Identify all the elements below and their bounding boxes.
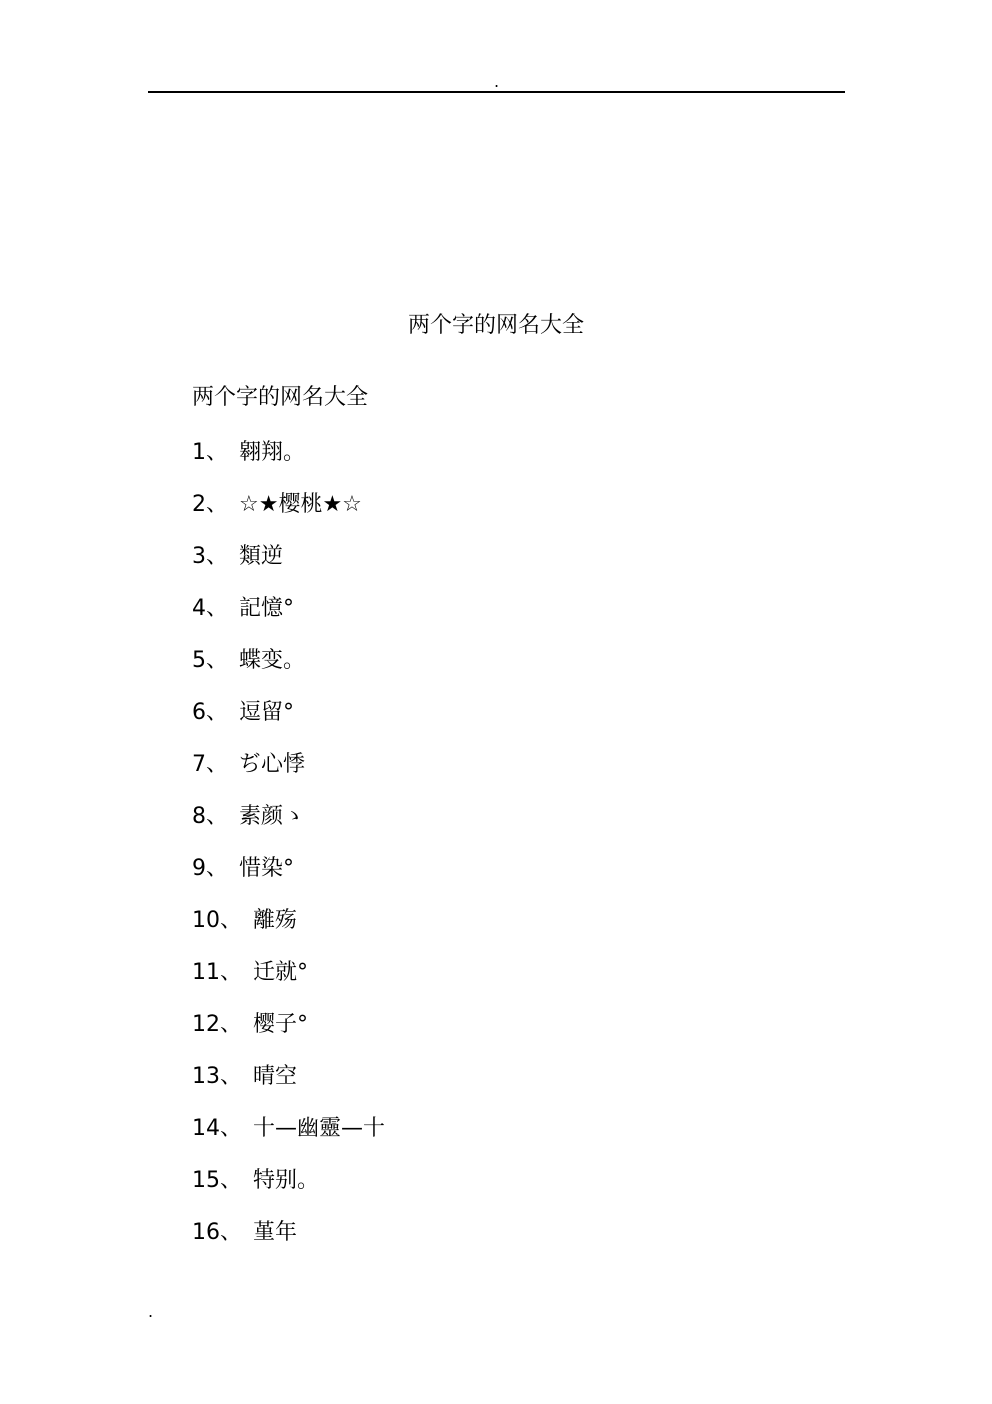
list-item xyxy=(192,596,992,648)
list-item-number: 2、 xyxy=(192,492,228,517)
list-item-number: 8、 xyxy=(192,804,228,829)
list-item-number: 11、 xyxy=(192,960,242,985)
list-item xyxy=(192,492,992,544)
list-item xyxy=(192,648,992,700)
list-item xyxy=(192,960,992,1012)
list-item-name: 蝶变。 xyxy=(239,648,306,673)
list-item-number: 6、 xyxy=(192,700,228,725)
page-title: 两个字的网名大全 xyxy=(407,313,584,338)
list-item-name: 類逆 xyxy=(239,544,284,569)
intro-heading: 两个字的网名大全 xyxy=(192,385,369,410)
list-item xyxy=(192,544,992,596)
list-item-number: 3、 xyxy=(192,544,228,569)
list-item xyxy=(192,1220,992,1272)
list-item-number: 5、 xyxy=(192,648,228,673)
list-item-name: 迁就° xyxy=(253,960,309,985)
list-item xyxy=(192,908,992,960)
list-item-number: 15、 xyxy=(192,1168,242,1193)
list-item xyxy=(192,440,992,492)
nickname-list xyxy=(192,440,992,1272)
list-item-number: 12、 xyxy=(192,1012,242,1037)
list-item xyxy=(192,1012,992,1064)
list-item-name: 特别。 xyxy=(253,1168,320,1193)
list-item-name: 惜染° xyxy=(239,856,295,881)
list-item xyxy=(192,1064,992,1116)
list-item-name: ぢ心悸 xyxy=(239,752,306,777)
list-item-number: 13、 xyxy=(192,1064,242,1089)
list-item xyxy=(192,700,992,752)
list-item-name: 樱子° xyxy=(253,1012,309,1037)
list-item-name: 堇年 xyxy=(253,1220,298,1245)
list-item-name: 離殇 xyxy=(253,908,298,933)
list-item-name: 翱翔。 xyxy=(239,440,306,465)
list-item-name: ☆★樱桃★☆ xyxy=(239,492,362,517)
list-item-number: 4、 xyxy=(192,596,228,621)
list-item-name: 十—幽靈—十 xyxy=(253,1116,386,1141)
list-item-name: 素颜ゝ xyxy=(239,804,306,829)
list-item-number: 1、 xyxy=(192,440,228,465)
footer-mark: . xyxy=(148,1302,154,1321)
list-item xyxy=(192,1168,992,1220)
list-item xyxy=(192,752,992,804)
list-item xyxy=(192,1116,992,1168)
header-mark: . xyxy=(493,72,500,91)
list-item-name: 晴空 xyxy=(253,1064,298,1089)
list-item-number: 16、 xyxy=(192,1220,242,1245)
list-item-number: 7、 xyxy=(192,752,228,777)
list-item xyxy=(192,804,992,856)
list-item xyxy=(192,856,992,908)
list-item-number: 9、 xyxy=(192,856,228,881)
list-item-name: 逗留° xyxy=(239,700,295,725)
list-item-name: 記憶° xyxy=(239,596,295,621)
list-item-number: 14、 xyxy=(192,1116,242,1141)
list-item-number: 10、 xyxy=(192,908,242,933)
